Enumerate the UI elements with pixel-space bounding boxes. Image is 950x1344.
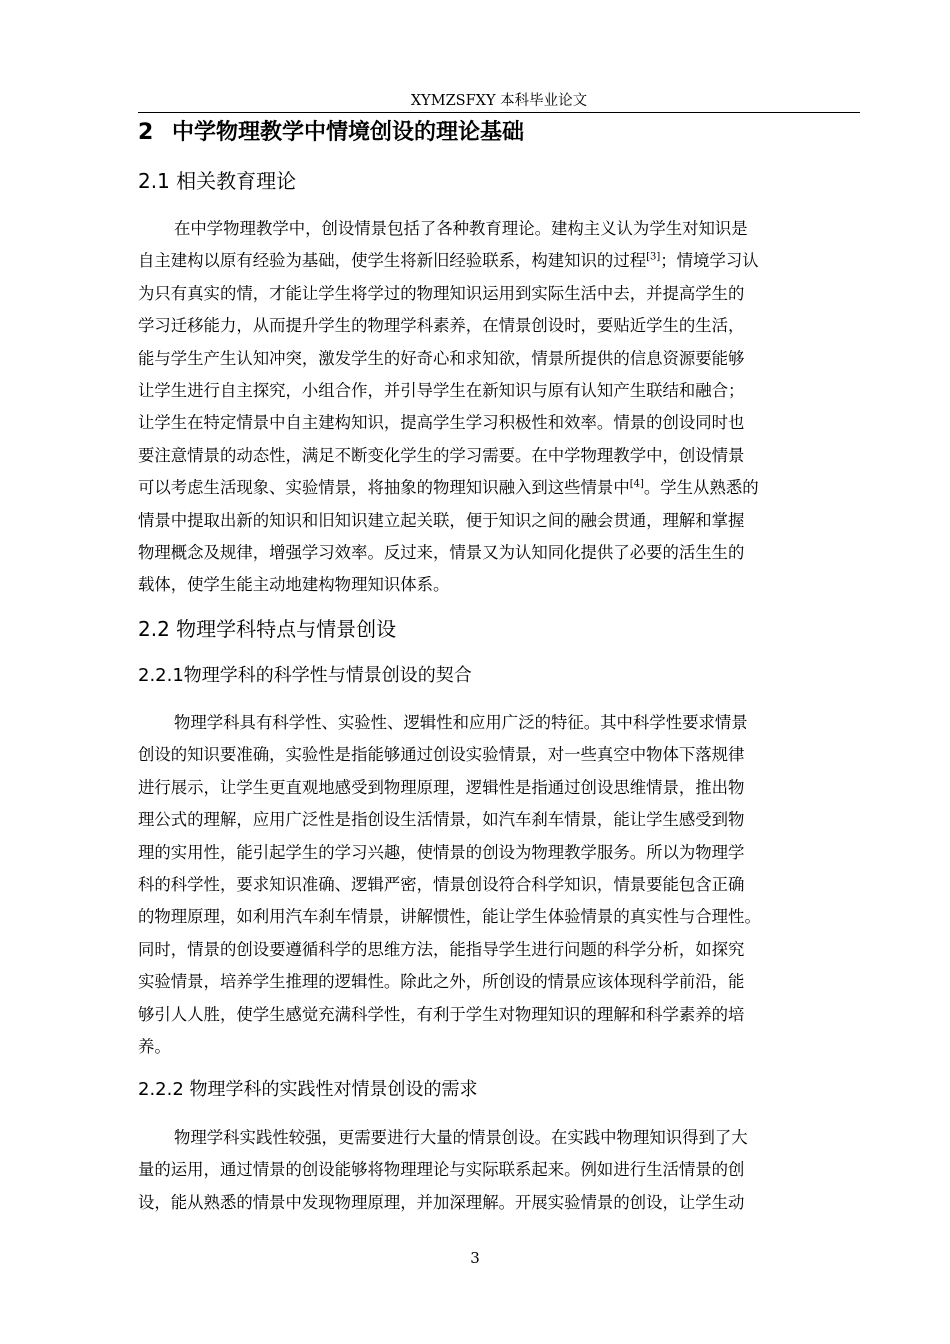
header-rule bbox=[138, 112, 860, 113]
paragraph-line: 物理学科具有科学性、实验性、逻辑性和应用广泛的特征。其中科学性要求情景 bbox=[174, 713, 748, 732]
paragraph-line: 能与学生产生认知冲突，激发学生的好奇心和求知欲，情景所提供的信息资源要能够 bbox=[138, 348, 745, 368]
section-2-2-2-paragraph bbox=[138, 1122, 860, 1219]
chapter-heading bbox=[138, 117, 524, 149]
section-2-2-1-heading: 2.2.1物理学科的科学性与情景创设的契合 bbox=[138, 665, 472, 686]
paragraph-line: 为只有真实的情，才能让学生将学过的物理知识运用到实际生活中去，并提高学生的 bbox=[138, 283, 745, 303]
paragraph-line: 可以考虑生活现象、实验情景，将抽象的物理知识融入到这些情景中[4]。学生从熟悉的 bbox=[138, 478, 759, 498]
paragraph-line: 的物理原理，如利用汽车刹车情景，讲解惯性，能让学生体验情景的真实性与合理性。 bbox=[138, 907, 761, 927]
paragraph-line: 载体，使学生能主动地建构物理知识体系。 bbox=[138, 575, 450, 595]
paragraph-line: 进行展示，让学生更直观地感受到物理原理，逻辑性是指通过创设思维情景，推出物 bbox=[138, 777, 745, 797]
paragraph-line: 同时，情景的创设要遵循科学的思维方法，能指导学生进行问题的科学分析，如探究 bbox=[138, 939, 745, 959]
paragraph-line: 科的科学性，要求知识准确、逻辑严密，情景创设符合科学知识，情景要能包含正确 bbox=[138, 874, 745, 894]
paragraph-line: 让学生在特定情景中自主建构知识，提高学生学习积极性和效率。情景的创设同时也 bbox=[138, 413, 745, 433]
running-header: XYMZSFXY 本科毕业论文 bbox=[410, 93, 588, 109]
page-number: 3 bbox=[470, 1249, 480, 1267]
paragraph-line: 量的运用，通过情景的创设能够将物理理论与实际联系起来。例如进行生活情景的创 bbox=[138, 1160, 745, 1180]
paragraph-line: 理的实用性，能引起学生的学习兴趣，使情景的创设为物理教学服务。所以为物理学 bbox=[138, 842, 745, 862]
paragraph-line: 设，能从熟悉的情景中发现物理原理，并加深理解。开展实验情景的创设，让学生动 bbox=[138, 1192, 745, 1212]
paragraph-line: 物理概念及规律，增强学习效率。反过来，情景又为认知同化提供了必要的活生生的 bbox=[138, 542, 745, 562]
citation-marker: [4] bbox=[629, 478, 644, 490]
paragraph-line: 创设的知识要准确，实验性是指能够通过创设实验情景，对一些真空中物体下落规律 bbox=[138, 745, 745, 765]
chapter-title: 中学物理教学中情境创设的理论基础 bbox=[172, 120, 525, 145]
paragraph-line: 养。 bbox=[138, 1036, 171, 1056]
paragraph-line: 在中学物理教学中，创设情景包括了各种教育理论。建构主义认为学生对知识是 bbox=[174, 219, 748, 238]
section-2-2-heading: 2.2 物理学科特点与情景创设 bbox=[138, 617, 397, 641]
paragraph-line: 要注意情景的动态性，满足不断变化学生的学习需要。在中学物理教学中，创设情景 bbox=[138, 445, 745, 465]
paragraph-line: 理公式的理解，应用广泛性是指创设生活情景，如汽车刹车情景，能让学生感受到物 bbox=[138, 810, 745, 830]
paragraph-line: 自主建构以原有经验为基础，使学生将新旧经验联系，构建知识的过程[3]；情境学习认 bbox=[138, 251, 759, 271]
section-2-2-1-paragraph bbox=[138, 707, 860, 1063]
paragraph-line: 够引人人胜，使学生感觉充满科学性，有利于学生对物理知识的理解和科学素养的培 bbox=[138, 1004, 745, 1024]
paragraph-line: 让学生进行自主探究，小组合作，并引导学生在新知识与原有认知产生联结和融合； bbox=[138, 380, 745, 400]
section-2-1-paragraph bbox=[138, 213, 860, 602]
paragraph-line: 实验情景，培养学生推理的逻辑性。除此之外，所创设的情景应该体现科学前沿，能 bbox=[138, 972, 745, 992]
section-2-2-2-heading: 2.2.2 物理学科的实践性对情景创设的需求 bbox=[138, 1079, 478, 1100]
citation-marker: [3] bbox=[646, 251, 661, 263]
section-2-1-heading: 2.1 相关教育理论 bbox=[138, 169, 297, 193]
paragraph-line: 情景中提取出新的知识和旧知识建立起关联，便于知识之间的融会贯通，理解和掌握 bbox=[138, 510, 745, 530]
paragraph-line: 物理学科实践性较强，更需要进行大量的情景创设。在实践中物理知识得到了大 bbox=[174, 1128, 748, 1147]
paragraph-line: 学习迁移能力，从而提升学生的物理学科素养，在情景创设时，要贴近学生的生活， bbox=[138, 316, 745, 336]
chapter-number: 2 bbox=[138, 120, 154, 145]
